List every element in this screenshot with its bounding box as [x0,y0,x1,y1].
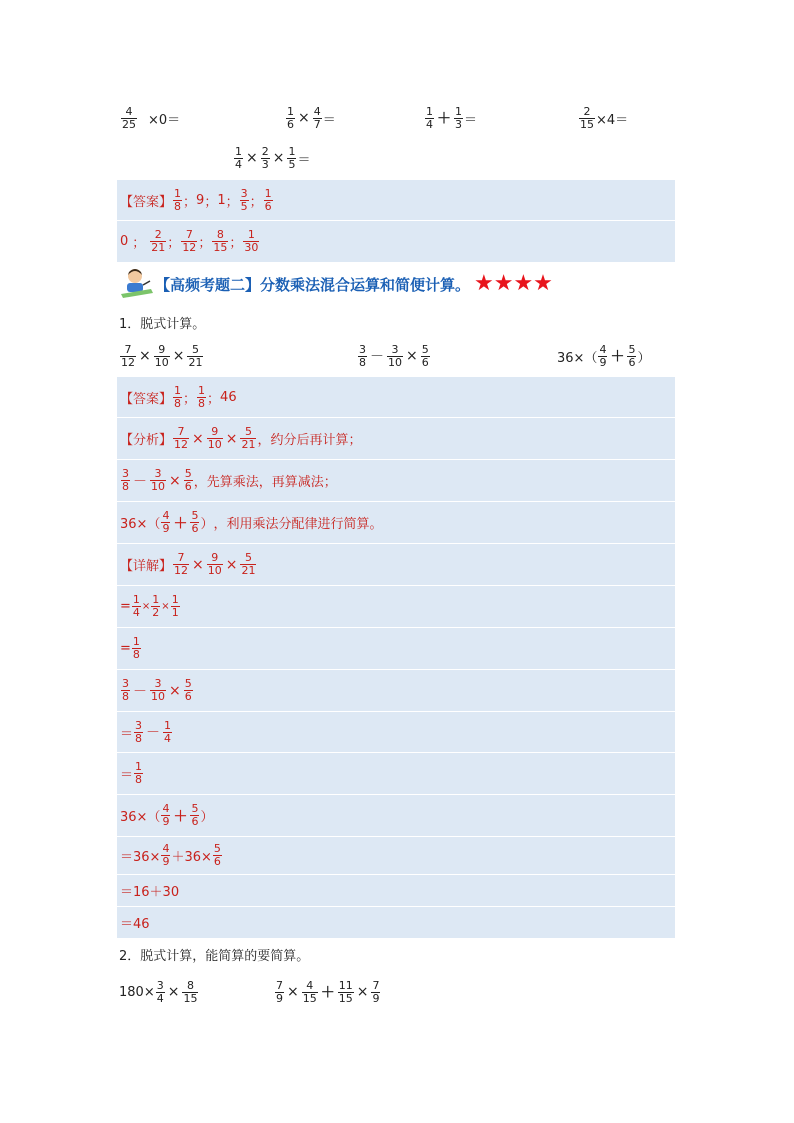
q2-expression-2: $\frac{7}{9}$ × $\frac{4}{15}$ ＋ $\frac{11}{15}$ × $\frac{7}{9}$ [276,978,380,1005]
detail-row-5: ＝ 3 8 － 1 4 [117,712,675,753]
detail-row-2: = $\frac{1}{4}$ × $\frac{1}{2}$ × $\frac{1}{1}$ [117,586,675,628]
solution-answer-row: 【答案】 1 8 ； 1 8 ； 46 [117,377,675,418]
detail-row-8: ＝36× $\frac{4}{9}$ ＋36× $\frac{5}{6}$ [117,837,675,875]
problem-4: $\frac{2}{15}$ ×4＝ [580,104,629,131]
q1-expression-2: 3 8 － $\frac{3}{10}$ × $\frac{5}{6}$ [359,342,429,369]
detail-row-9: ＝16＋30 [117,875,675,907]
fraction: $\frac{4}{25}$ [122,104,136,131]
problem-2: $\frac{1}{6}$ × $\frac{4}{7}$ ＝ [287,104,336,131]
student-icon [117,267,155,299]
analysis-row-2: 3 8 － $\frac{3}{10}$ × $\frac{5}{6}$ ，先算乘法，再算减法； [117,460,675,502]
detail-row-7: 36×（ 4 9 ＋ 5 6 ） [117,795,675,837]
detail-row-10: ＝46 [120,917,150,932]
problem-3: 1 4 ＋ 1 3 ＝ [426,104,478,131]
q2-expression-1: 180× $\frac{3}{4}$ × $\frac{8}{15}$ [119,978,198,1005]
analysis-row-3: 36×（ 4 9 ＋ 5 6 ） ，利用乘法分配律进行简算。 [117,502,675,544]
star-icon: ★★★★ [474,271,553,296]
q1-expression-1: $\frac{7}{12}$ × $\frac{9}{10}$ × $\frac{5}{21}$ [121,342,203,369]
detail-row-4: 3 8 － $\frac{3}{10}$ × $\frac{5}{6}$ [117,670,675,712]
problem-1: $\frac{4}{25}$ ×0＝ [122,104,181,131]
answer-row-1: 【答案】 1 8 ； 9 ； 1 ； 3 5 ； 1 6 [117,180,675,221]
detail-row-1: 【详解】 $\frac{7}{12}$ × $\frac{9}{10}$ × $\frac{5}{21}$ [117,544,675,586]
question-2-label: 2．脱式计算，能简算的要简算。 [119,948,310,964]
analysis-row-1: 【分析】 $\frac{7}{12}$ × $\frac{9}{10}$ × $\frac{5}{21}$ ，约分后再计算； [117,418,675,460]
problem-5: $\frac{1}{4}$ × $\frac{2}{3}$ × $\frac{1}{5}$ ＝ [235,144,311,171]
section-title: 【高频考题二】分数乘法混合运算和简便计算。 ★★★★ [155,271,553,296]
q1-expression-3: 36×（ 4 9 ＋ 5 6 ） [557,342,651,369]
answer-row-2: 0 ； 2 21 ； 7 12 ； 8 15 ； 1 30 [120,228,259,254]
question-1-label: 1．脱式计算。 [119,316,206,332]
detail-row-3: = $\frac{1}{8}$ [117,628,675,670]
detail-row-6: ＝ 1 8 [117,753,675,795]
